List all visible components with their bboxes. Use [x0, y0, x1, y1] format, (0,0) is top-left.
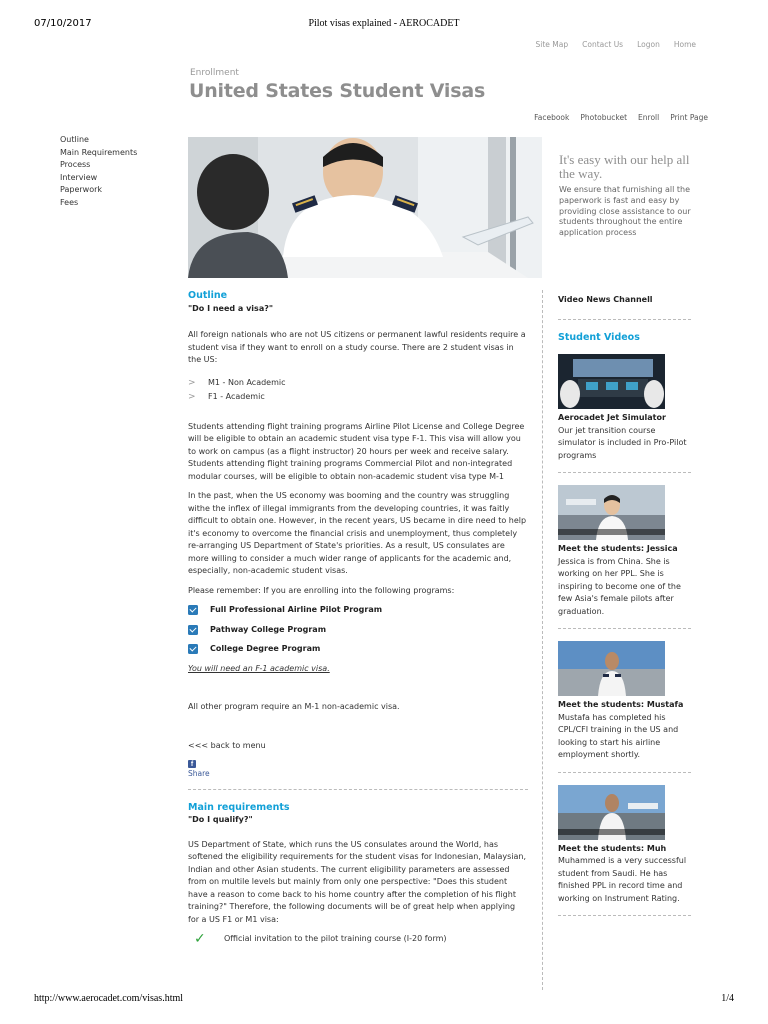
list-item: [188, 377, 528, 391]
outline-para2: In the past, when the US economy was booming and the country was struggling withe the inflex of illegal immigrants from the developing countries, it was faitly difficult to obtain one. However, in the recent years, US became in dire need to help it's economy to overcome the financial crisis and unemployment, thus completely re-arranging US Department of State's priorities. As a result, US consulates are more willing to consider a much wider range of applicants for the academic and, especially, non-academic student visas.: [188, 491, 527, 575]
visa-type-list: [188, 377, 528, 405]
list-item: [188, 391, 528, 405]
outline-intro: All foreign nationals who are not US citizens or permanent lawful residents require a student visa if they want to enroll on a study course. There are 2 student visas in the US:: [188, 330, 526, 364]
site-map-link[interactable]: Site Map: [535, 40, 569, 49]
sidebar-divider: [558, 472, 691, 473]
check-icon: ✓: [194, 931, 206, 947]
share-button[interactable]: [188, 760, 528, 781]
checkbox-icon: [188, 625, 198, 635]
outline-para1: Students attending flight training programs Airline Pilot License and College Degree will be eligible to obtain an academic student visa type F-1. This visa will allow you to work on campus (as a flight instructor) 20 hours per week and receive salary. Students attending flight training programs Commercial Pilot and non-integrated modular courses, will be eligible to obtain non-academic student visa type M-1: [188, 421, 525, 481]
main-requirements-para: US Department of State, which runs the US consulates around the World, has softened the eligibility requirements for the student visas for Indonesian, Malaysian, Indian and other Asian students. The current eligibility parameters are assessed from on multile levels but mainly from only one perspective: "Does this student have a reason to come back to his home country after the completion of his flight training?" Therefore, the following documents will be of great help when applying for a US F1 or M1 visa:: [188, 839, 527, 924]
contact-us-link[interactable]: Contact Us: [582, 40, 624, 49]
program-label: Full Professional Airline Pilot Program: [210, 605, 383, 614]
column-divider: [542, 290, 543, 990]
facebook-link[interactable]: Facebook: [534, 113, 570, 122]
document-item: [188, 933, 528, 946]
main-content: [188, 290, 528, 946]
visa-type-m1: M1 - Non Academic: [208, 378, 286, 388]
video-description: Mustafa has completed his CPL/CFI training in the US and looking to start his airline employment shortly.: [558, 712, 679, 759]
sidebar-divider: [558, 628, 691, 629]
program-item: [188, 643, 528, 656]
outline-remember: Please remember: If you are enrolling into the following programs:: [188, 585, 455, 595]
chevron-right-icon: >: [188, 378, 196, 389]
home-link[interactable]: Home: [673, 40, 696, 49]
checkbox-icon: [188, 644, 198, 654]
nav-item-paperwork[interactable]: Paperwork: [60, 185, 103, 195]
outline-question: "Do I need a visa?": [188, 303, 274, 313]
nav-item-process[interactable]: Process: [60, 160, 91, 170]
nav-item-fees[interactable]: Fees: [60, 197, 79, 207]
print-page-number: 1/4: [721, 993, 734, 1004]
video-thumbnail-muh[interactable]: [558, 785, 665, 840]
right-sidebar: [558, 290, 693, 928]
student-videos-title: Student Videos: [558, 331, 640, 343]
section-divider: [188, 789, 528, 790]
program-label: Pathway College Program: [210, 624, 327, 634]
video-caption[interactable]: Meet the students: Jessica: [558, 544, 678, 553]
nav-item-interview[interactable]: Interview: [60, 172, 98, 182]
nav-item-main-requirements[interactable]: Main Requirements: [60, 147, 138, 157]
social-links: [534, 113, 708, 122]
video-caption[interactable]: Meet the students: Muh: [558, 843, 667, 853]
page-title: United States Student Visas: [189, 80, 486, 102]
visa-type-f1: F1 - Academic: [208, 392, 265, 402]
share-label: Share: [188, 769, 210, 778]
left-nav: [60, 134, 137, 210]
document-label: Official invitation to the pilot training course (I-20 form): [224, 934, 447, 943]
video-caption[interactable]: Aerocadet Jet Simulator: [558, 413, 666, 422]
program-label: College Degree Program: [210, 644, 321, 653]
print-page-link[interactable]: Print Page: [670, 113, 708, 122]
f1-note: You will need an F-1 academic visa.: [188, 663, 330, 673]
print-title: Pilot visas explained - AEROCADET: [308, 18, 460, 29]
hero-image: [188, 137, 542, 278]
video-caption[interactable]: Meet the students: Mustafa: [558, 700, 684, 709]
video-thumbnail-jessica[interactable]: [558, 485, 665, 540]
outline-title: Outline: [188, 290, 228, 301]
video-description: Muhammed is a very successful student from Saudi. He has finished PPL in record time and working on Instrument Rating.: [558, 856, 687, 903]
chevron-right-icon: >: [188, 392, 196, 403]
video-description: Our jet transition course simulator is included in Pro-Pilot programs: [558, 425, 687, 460]
program-item: [188, 604, 528, 617]
breadcrumb[interactable]: Enrollment: [190, 68, 239, 78]
main-requirements-title: Main requirements: [188, 801, 290, 813]
print-date: 07/10/2017: [34, 18, 92, 29]
logon-link[interactable]: Logon: [637, 40, 660, 49]
facebook-icon: f: [188, 760, 196, 768]
sidebar-divider: [558, 319, 691, 320]
promo-title: It's easy with our help all the way.: [559, 152, 690, 181]
print-url: http://www.aerocadet.com/visas.html: [34, 993, 184, 1004]
enroll-link[interactable]: Enroll: [638, 113, 660, 122]
top-links: [536, 40, 697, 49]
video-thumbnail-simulator[interactable]: [558, 354, 665, 409]
main-requirements-question: "Do I qualify?": [188, 815, 253, 824]
video-news-heading: Video News Channell: [558, 295, 653, 304]
sidebar-divider: [558, 772, 691, 773]
nav-item-outline[interactable]: Outline: [60, 135, 89, 144]
checkbox-icon: [188, 605, 198, 615]
sidebar-divider: [558, 915, 691, 916]
back-to-menu-link[interactable]: <<< back to menu: [188, 740, 266, 750]
video-thumbnail-mustafa[interactable]: [558, 641, 665, 696]
photobucket-link[interactable]: Photobucket: [580, 113, 628, 122]
m1-note: All other program require an M-1 non-academic visa.: [188, 702, 400, 711]
promo-text: We ensure that furnishing all the paperwork is fast and easy by providing close assistance to our students throughout the entire application process: [559, 185, 691, 238]
video-description: Jessica is from China. She is working on her PPL. She is inspiring to become one of the few Asia's female pilots after graduation.: [558, 556, 681, 616]
program-item: [188, 624, 528, 637]
